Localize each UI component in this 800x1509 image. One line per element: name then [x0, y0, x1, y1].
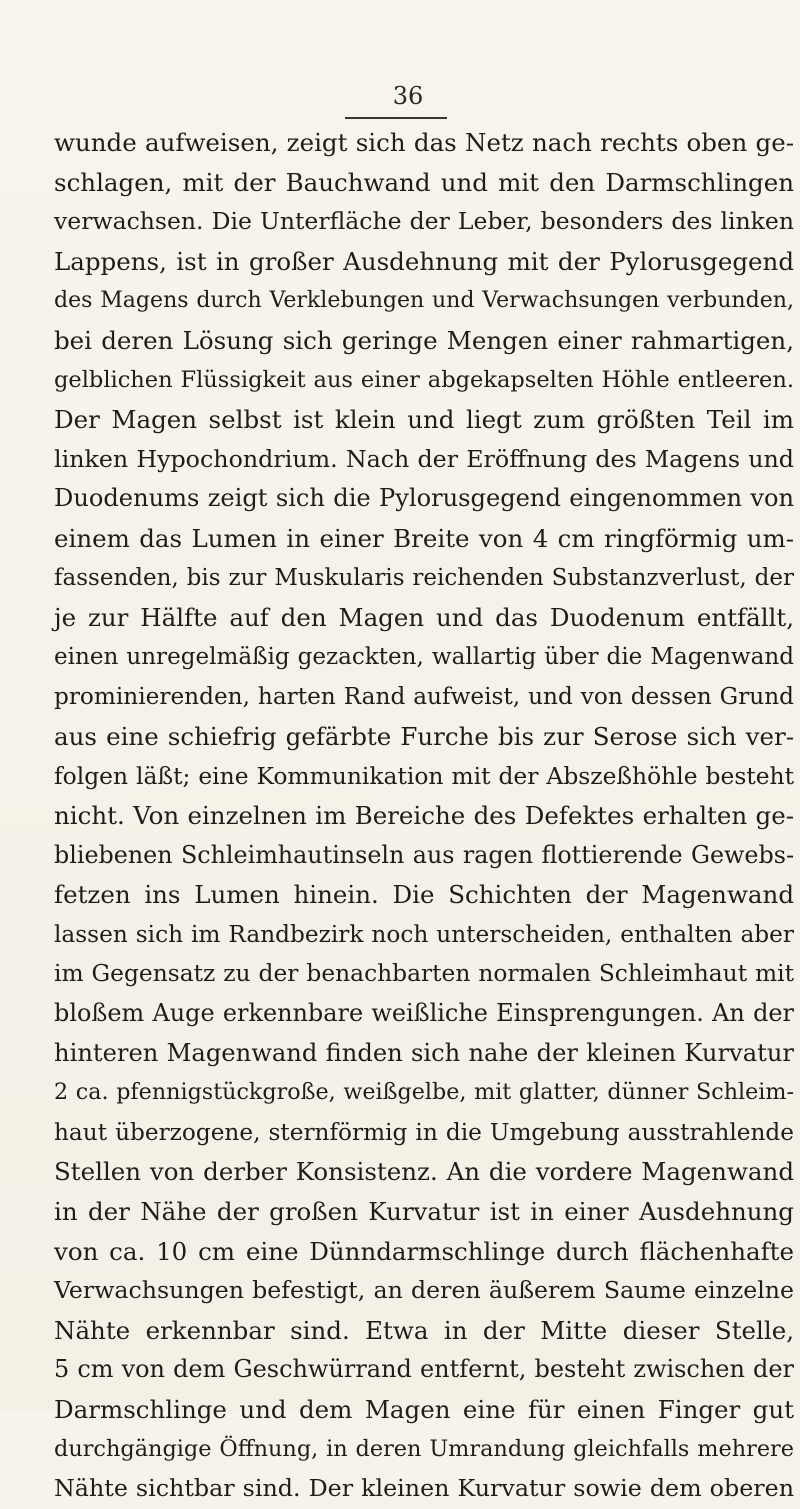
- text-line: haut überzogene, sternförmig in die Umgebung ausstrahlende: [54, 1118, 794, 1146]
- text-line: fassenden, bis zur Muskularis reichenden Substanzverlust, der: [54, 564, 794, 591]
- text-line: bloßem Auge erkennbare weißliche Einsprengungen. An der: [54, 999, 794, 1028]
- text-line: 2 ca. pfennigstückgroße, weißgelbe, mit glatter, dünner Schleim-: [54, 1079, 794, 1106]
- text-line: Der Magen selbst ist klein und liegt zum größten Teil im: [54, 405, 794, 435]
- text-line: nicht. Von einzelnen im Bereiche des Defektes erhalten ge-: [54, 801, 794, 831]
- text-line: lassen sich im Randbezirk noch unterscheiden, enthalten aber: [54, 920, 794, 948]
- text-line: fetzen ins Lumen hinein. Die Schichten der Magenwand: [54, 880, 794, 910]
- text-line: einem das Lumen in einer Breite von 4 cm ringförmig um-: [54, 523, 794, 553]
- body-text: [54, 123, 794, 1509]
- text-line: Duodenums zeigt sich die Pylorusgegend eingenommen von: [54, 484, 794, 513]
- text-line: folgen läßt; eine Kommunikation mit der Abszeßhöhle besteht: [54, 761, 794, 790]
- text-line: Verwachsungen befestigt, an deren äußerem Saume einzelne: [54, 1276, 794, 1305]
- text-line: bei deren Lösung sich geringe Mengen einer rahmartigen,: [54, 325, 794, 355]
- text-line: bliebenen Schleimhautinseln aus ragen flottierende Gewebs-: [54, 840, 794, 869]
- text-line: Nähte sichtbar sind. Der kleinen Kurvatur sowie dem oberen: [54, 1474, 794, 1503]
- text-line: aus eine schiefrig gefärbte Furche bis zur Serose sich ver-: [54, 721, 794, 751]
- text-line: von ca. 10 cm eine Dünndarmschlinge durch flächenhafte: [54, 1236, 794, 1266]
- text-line: linken Hypochondrium. Nach der Eröffnung des Magens und: [54, 444, 794, 473]
- text-line: prominierenden, harten Rand aufweist, und von dessen Grund: [54, 683, 794, 711]
- text-line: Nähte erkennbar sind. Etwa in der Mitte dieser Stelle,: [54, 1315, 794, 1345]
- text-line: in der Nähe der großen Kurvatur ist in einer Ausdehnung: [54, 1197, 794, 1227]
- text-line: 5 cm von dem Geschwürrand entfernt, besteht zwischen der: [54, 1355, 794, 1384]
- text-line: durchgängige Öffnung, in deren Umrandung gleichfalls mehrere: [54, 1435, 794, 1462]
- text-line: hinteren Magenwand finden sich nahe der kleinen Kurvatur: [54, 1038, 794, 1067]
- text-line: verwachsen. Die Unterfläche der Leber, besonders des linken: [54, 207, 794, 236]
- text-line: im Gegensatz zu der benachbarten normalen Schleimhaut mit: [54, 959, 794, 988]
- text-line: wunde aufweisen, zeigt sich das Netz nach rechts oben ge-: [54, 128, 794, 157]
- text-line: einen unregelmäßig gezackten, wallartig über die Magenwand: [54, 643, 794, 670]
- text-line: Darmschlinge und dem Magen eine für einen Finger gut: [54, 1395, 794, 1424]
- text-line: gelblichen Flüssigkeit aus einer abgekapselten Höhle entleeren.: [54, 366, 794, 393]
- text-line: des Magens durch Verklebungen und Verwachsungen verbunden,: [54, 288, 794, 314]
- page-number-rule: [345, 117, 447, 119]
- page-number: 36: [392, 82, 424, 110]
- text-line: schlagen, mit der Bauchwand und mit den Darmschlingen: [54, 167, 794, 197]
- text-line: Lappens, ist in großer Ausdehnung mit der Pylorusgegend: [54, 246, 794, 276]
- text-line: Stellen von derber Konsistenz. An die vordere Magenwand: [54, 1157, 794, 1187]
- text-line: je zur Hälfte auf den Magen und das Duodenum entfällt,: [54, 603, 794, 633]
